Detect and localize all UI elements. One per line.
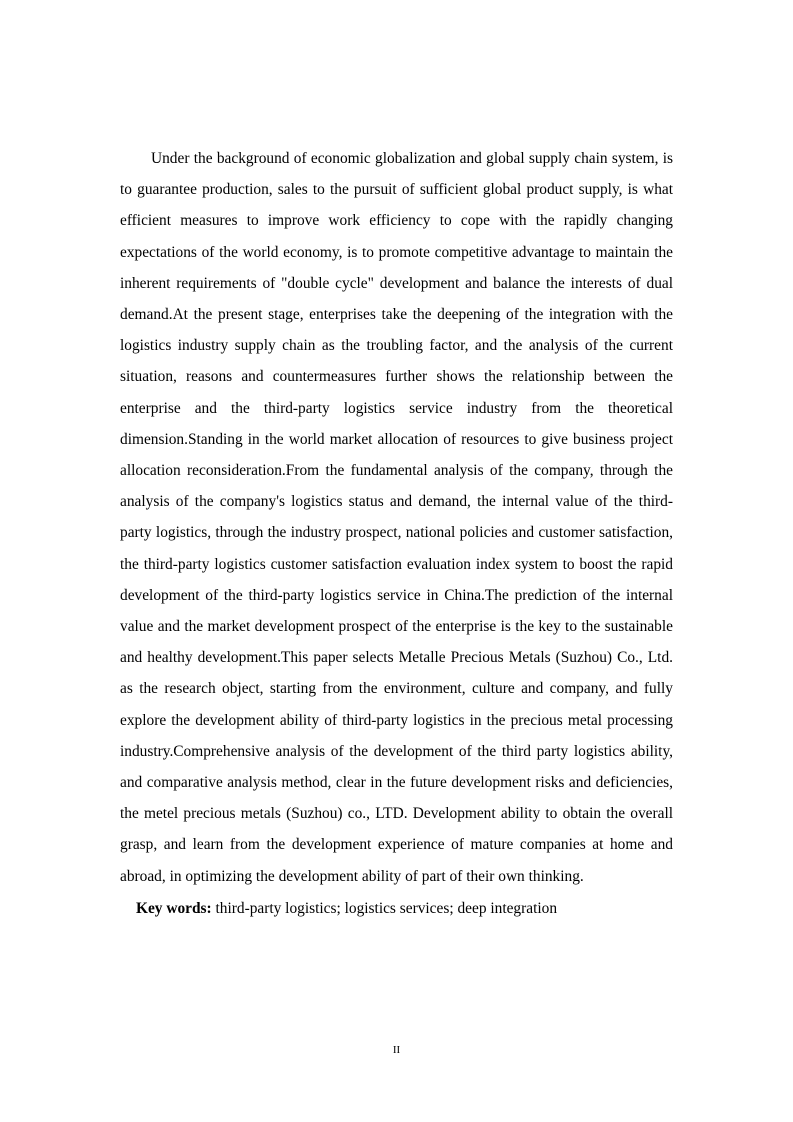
keywords-label: Key words:	[136, 899, 212, 917]
keywords-line	[120, 893, 673, 924]
keywords-value: third-party logistics; logistics services; deep integration	[211, 899, 558, 917]
page-number: II	[392, 1044, 401, 1056]
abstract-body: Under the background of economic globalization and global supply chain system, is to guarantee production, sales to the pursuit of sufficient global product supply, is what efficient measures to improve work efficiency to cope with the rapidly changing expectations of the world economy, is to promote competitive advantage to maintain the inherent requirements of "double cycle" development and balance the interests of dual demand.At the present stage, enterprises take the deepening of the integration with the logistics industry supply chain as the troubling factor, and the analysis of the current situation, reasons and countermeasures further shows the relationship between the enterprise and the third-party logistics service industry from the theoretical dimension.Standing in the world market allocation of resources to give business project allocation reconsideration.From the fundamental analysis of the company, through the analysis of the company's logistics status and demand, the internal value of the third-party logistics, through the industry prospect, national policies and customer satisfaction, the third-party logistics customer satisfaction evaluation index system to boost the rapid development of the third-party logistics service in China.The prediction of the internal value and the market development prospect of the enterprise is the key to the sustainable and healthy development.This paper selects Metalle Precious Metals (Suzhou) Co., Ltd. as the research object, starting from the environment, culture and company, and fully explore the development ability of third-party logistics in the precious metal processing industry.Comprehensive analysis of the development of the third party logistics ability, and comparative analysis method, clear in the future development risks and deficiencies, the metel precious metals (Suzhou) co., LTD. Development ability to obtain the overall grasp, and learn from the development experience of mature companies at home and abroad, in optimizing the development ability of part of their own thinking.	[120, 150, 673, 885]
abstract-section	[120, 143, 673, 924]
